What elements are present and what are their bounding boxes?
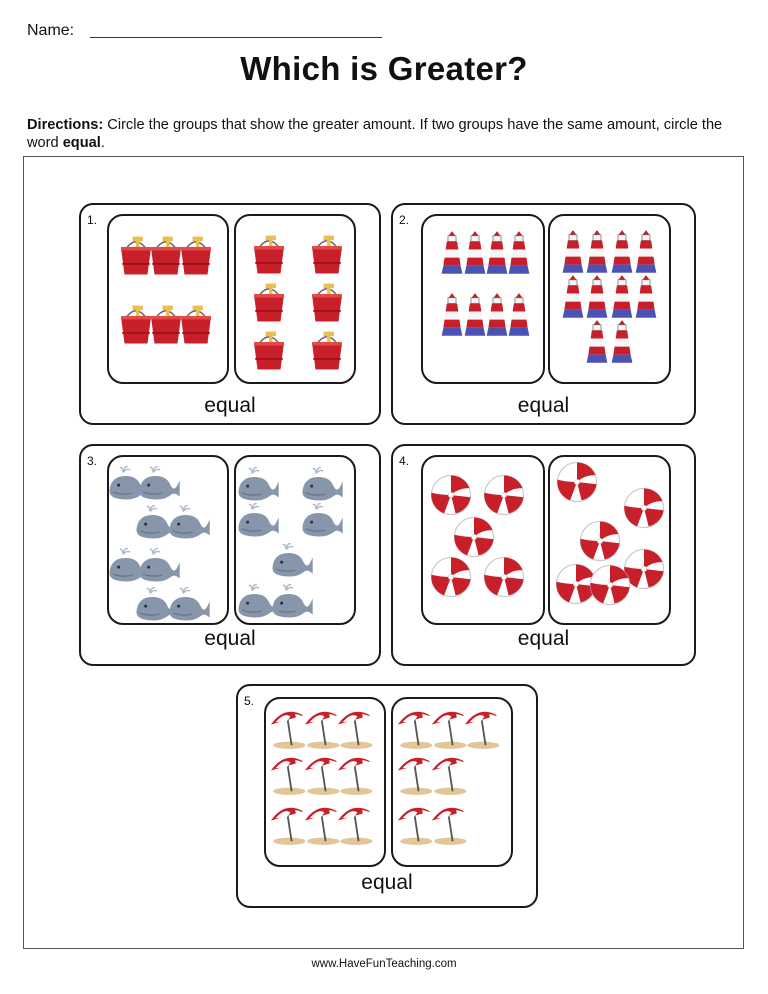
lighthouse-icon bbox=[623, 229, 669, 275]
group-left[interactable] bbox=[264, 697, 386, 867]
beach-ball-icon bbox=[481, 472, 527, 518]
beach-umbrella-icon bbox=[331, 705, 377, 751]
sand-bucket-icon bbox=[246, 231, 292, 277]
whale-icon bbox=[166, 582, 212, 628]
beach-umbrella-icon bbox=[458, 705, 504, 751]
problem-3 bbox=[79, 444, 381, 666]
problem-number: 4. bbox=[399, 454, 410, 468]
group-right[interactable] bbox=[548, 214, 671, 384]
whale-icon bbox=[235, 579, 281, 625]
beach-ball-icon bbox=[587, 562, 633, 608]
problem-4 bbox=[391, 444, 696, 666]
beach-umbrella-icon bbox=[425, 751, 471, 797]
group-left[interactable] bbox=[107, 214, 229, 384]
group-right[interactable] bbox=[391, 697, 513, 867]
problem-number: 3. bbox=[87, 454, 98, 468]
beach-ball-icon bbox=[481, 554, 527, 600]
problem-number: 5. bbox=[244, 694, 255, 708]
group-left[interactable] bbox=[421, 214, 545, 384]
worksheet-title: Which is Greater? bbox=[240, 50, 528, 87]
beach-umbrella-icon bbox=[331, 801, 377, 847]
sand-bucket-icon bbox=[246, 279, 292, 325]
name-line[interactable] bbox=[90, 37, 382, 38]
beach-umbrella-icon bbox=[425, 801, 471, 847]
problem-number: 1. bbox=[87, 213, 98, 227]
problem-2 bbox=[391, 203, 696, 425]
sand-bucket-icon bbox=[304, 231, 350, 277]
beach-ball-icon bbox=[621, 485, 667, 531]
directions bbox=[27, 116, 747, 152]
equal-option[interactable]: equal bbox=[204, 394, 256, 417]
equal-option[interactable]: equal bbox=[204, 627, 256, 650]
lighthouse-icon bbox=[496, 292, 542, 338]
directions-equal-word: equal bbox=[62, 135, 101, 151]
equal-option[interactable]: equal bbox=[517, 627, 570, 650]
directions-label: Directions: bbox=[27, 117, 104, 133]
sand-bucket-icon bbox=[246, 327, 292, 373]
lighthouse-icon bbox=[623, 274, 669, 320]
beach-ball-icon bbox=[554, 459, 600, 505]
group-right[interactable] bbox=[234, 455, 356, 625]
footer-website: www.HaveFunTeaching.com bbox=[311, 958, 457, 970]
sand-bucket-icon bbox=[304, 327, 350, 373]
beach-ball-icon bbox=[577, 518, 623, 564]
equal-option[interactable]: equal bbox=[361, 871, 413, 894]
problem-number: 2. bbox=[399, 213, 410, 227]
directions-end: . bbox=[100, 135, 105, 151]
group-left[interactable] bbox=[107, 455, 229, 625]
lighthouse-icon bbox=[496, 230, 542, 276]
equal-option[interactable]: equal bbox=[517, 394, 570, 417]
problem-5 bbox=[236, 684, 538, 908]
group-right[interactable] bbox=[548, 455, 671, 625]
sand-bucket-icon bbox=[304, 279, 350, 325]
beach-umbrella-icon bbox=[331, 751, 377, 797]
whale-icon bbox=[269, 538, 315, 584]
problem-1 bbox=[79, 203, 381, 425]
directions-text: Circle the groups that show the greater amount. If two groups have the same amount, circle the word bbox=[27, 117, 723, 151]
group-left[interactable] bbox=[421, 455, 545, 625]
group-right[interactable] bbox=[234, 214, 356, 384]
beach-ball-icon bbox=[428, 554, 474, 600]
sand-bucket-icon bbox=[173, 301, 219, 347]
sand-bucket-icon bbox=[173, 232, 219, 278]
name-label: Name: bbox=[27, 22, 75, 39]
beach-ball-icon bbox=[428, 472, 474, 518]
whale-icon bbox=[166, 500, 212, 546]
lighthouse-icon bbox=[599, 319, 645, 365]
